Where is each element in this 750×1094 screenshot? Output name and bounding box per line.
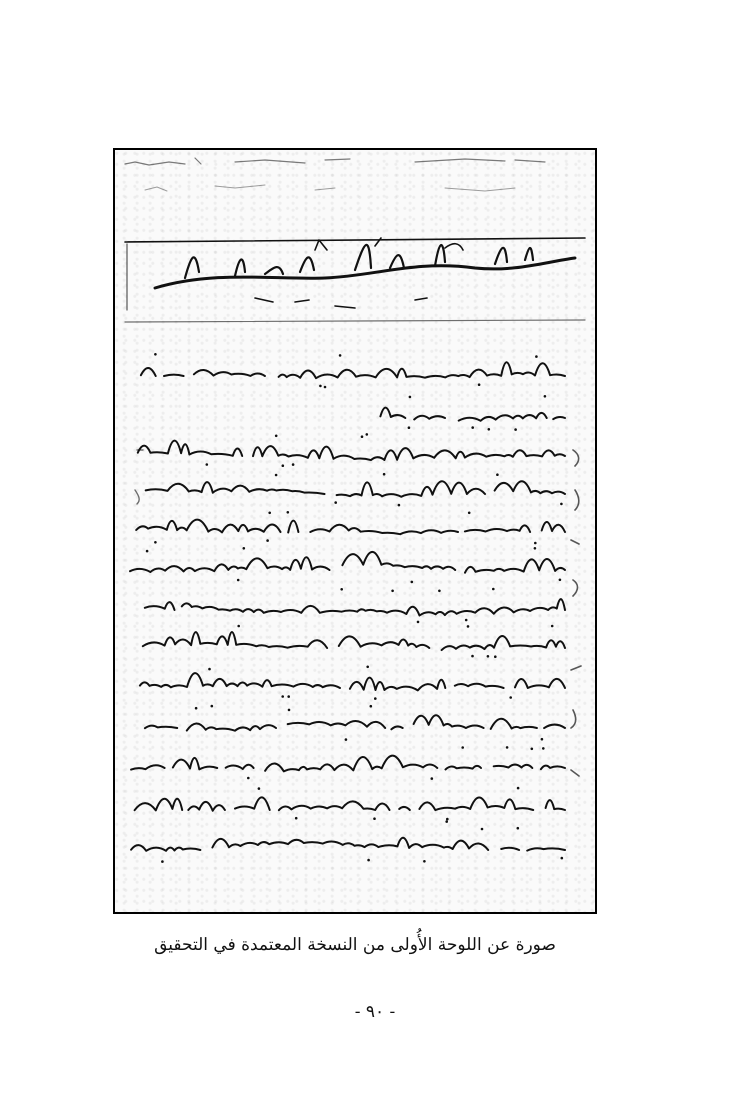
ink-dot [446, 818, 449, 821]
ink-dot [161, 860, 164, 863]
ink-dot [324, 386, 327, 389]
ink-dot [431, 777, 434, 780]
manuscript-line [145, 474, 559, 498]
manuscript-line [145, 402, 559, 426]
manuscript-line [145, 666, 559, 690]
ink-dot [514, 428, 517, 431]
ink-dot [411, 581, 414, 584]
manuscript-plate [113, 148, 597, 914]
ink-dot [287, 695, 290, 698]
ink-dot [247, 777, 250, 780]
ink-dot [471, 426, 474, 429]
manuscript-line [145, 826, 559, 850]
ink-dot [345, 738, 348, 741]
ink-dot [266, 539, 269, 542]
ink-dot [487, 655, 490, 658]
manuscript-line [145, 746, 559, 770]
ink-dot [559, 579, 562, 582]
ink-dot [154, 541, 157, 544]
manuscript-line [145, 362, 559, 386]
ink-dot [334, 501, 337, 504]
ink-dot [206, 463, 209, 466]
manuscript-line [145, 512, 559, 536]
ink-dot [445, 820, 448, 823]
ink-dot [471, 655, 474, 658]
ink-dot [561, 857, 564, 860]
ink-dot [408, 426, 411, 429]
ink-dot [409, 396, 412, 399]
figure-caption: صورة عن اللوحة الأُولى من النسخة المعتمدة في التحقيق [154, 935, 556, 955]
ink-dot [509, 696, 512, 699]
ink-dot [373, 817, 376, 820]
ink-dot [367, 859, 370, 862]
manuscript-line [145, 706, 559, 730]
ink-dot [295, 817, 298, 820]
ink-dot [560, 503, 563, 506]
ink-dot [494, 655, 497, 658]
ink-dot [237, 579, 240, 582]
manuscript-line [145, 628, 559, 652]
ink-dot [281, 695, 284, 698]
ink-dot [282, 464, 285, 467]
ink-dot [292, 463, 295, 466]
ink-dot [423, 860, 426, 863]
basmala-text [145, 336, 559, 360]
ink-dot [541, 738, 544, 741]
ink-dot [374, 697, 377, 700]
ink-dot [417, 621, 420, 624]
page-number: - ٩٠ - [354, 1002, 396, 1022]
ink-dot [488, 428, 491, 431]
ink-dot [534, 542, 537, 545]
manuscript-line [145, 438, 559, 462]
ink-dot [237, 625, 240, 628]
ink-dot [544, 395, 547, 398]
manuscript-line [145, 550, 559, 574]
manuscript-line [145, 786, 559, 810]
ink-dot [551, 625, 554, 628]
ink-dot [465, 619, 468, 622]
ink-dot [366, 433, 369, 436]
ink-dot [275, 435, 278, 438]
ink-dot [398, 504, 401, 507]
manuscript-line [145, 590, 559, 614]
